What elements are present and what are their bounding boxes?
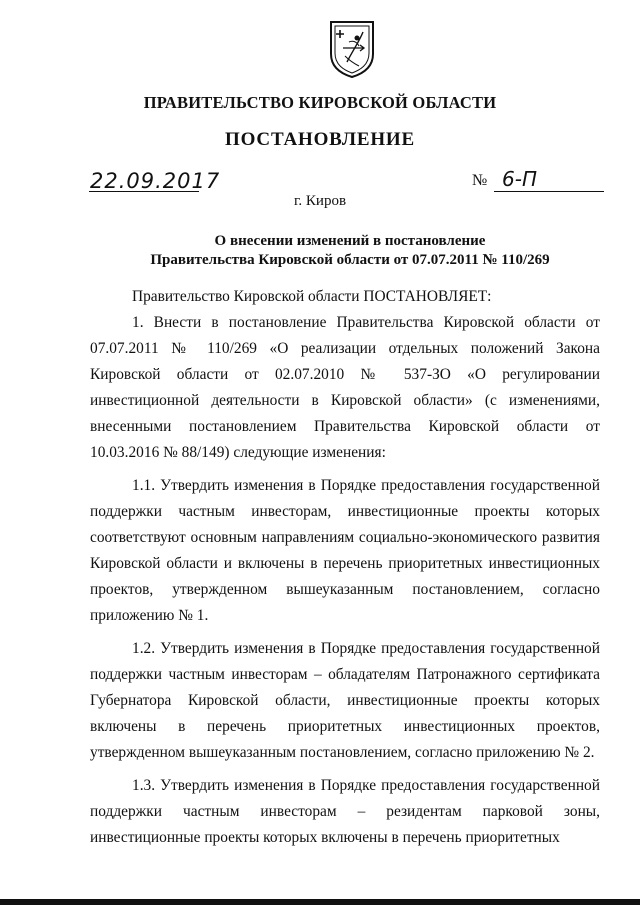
subject-line-2: Правительства Кировской области от 07.07.2011 № 110/269 <box>150 252 550 268</box>
number-underline <box>494 191 604 192</box>
paragraph-1-3: 1.3. Утвердить изменения в Порядке предоставления государственной поддержки частным инвесторам – резидентам парковой зоны, инвестиционные проекты которых включены в перечень приоритетных <box>90 777 600 846</box>
paragraph-1-2: 1.2. Утвердить изменения в Порядке предоставления государственной поддержки частным инвесторам – обладателям Патронажного сертификата Губернатора Кировской области, инвестиционные проекты которых включены в перечень приоритетных инвестиционных проектов, утвержденном вышеуказанным постановлением, согласно приложению № 2. <box>90 640 600 761</box>
intro-paragraph: Правительство Кировской области ПОСТАНОВЛЯЕТ: <box>132 288 492 305</box>
paragraph-1: 1. Внести в постановление Правительства Кировской области от 07.07.2011 № 110/269 «О реализации отдельных положений Закона Кировской области от 02.07.2010 № 537-ЗО «О регулировании инвестиционной деятельности в Кировской области» (с изменениями, внесенными постановлением Правительства Кировской области от 10.03.2016 № 88/149) следующие изменения: <box>90 314 600 461</box>
document-number: 6-П <box>502 167 537 191</box>
document-type-heading: ПОСТАНОВЛЕНИЕ <box>225 129 415 150</box>
document-date: 22.09.2017 <box>90 169 221 193</box>
date-underline <box>89 191 199 192</box>
number-label: № <box>472 172 488 189</box>
subject-line-1: О внесении изменений в постановление <box>214 233 486 249</box>
scan-bottom-edge <box>0 899 640 905</box>
coat-of-arms-icon <box>329 20 375 78</box>
document-subject <box>90 232 610 270</box>
paragraph-1-1: 1.1. Утвердить изменения в Порядке предоставления государственной поддержки частным инвесторам, инвестиционные проекты которых соответствуют основным направлениям социально-экономического развития Кировской области и включены в перечень приоритетных инвестиционных проектов, утвержденном вышеуказанным постановлением, согласно приложению № 1. <box>90 477 600 624</box>
document-body <box>90 284 600 851</box>
government-title: ПРАВИТЕЛЬСТВО КИРОВСКОЙ ОБЛАСТИ <box>143 93 497 112</box>
city: г. Киров <box>293 193 347 209</box>
